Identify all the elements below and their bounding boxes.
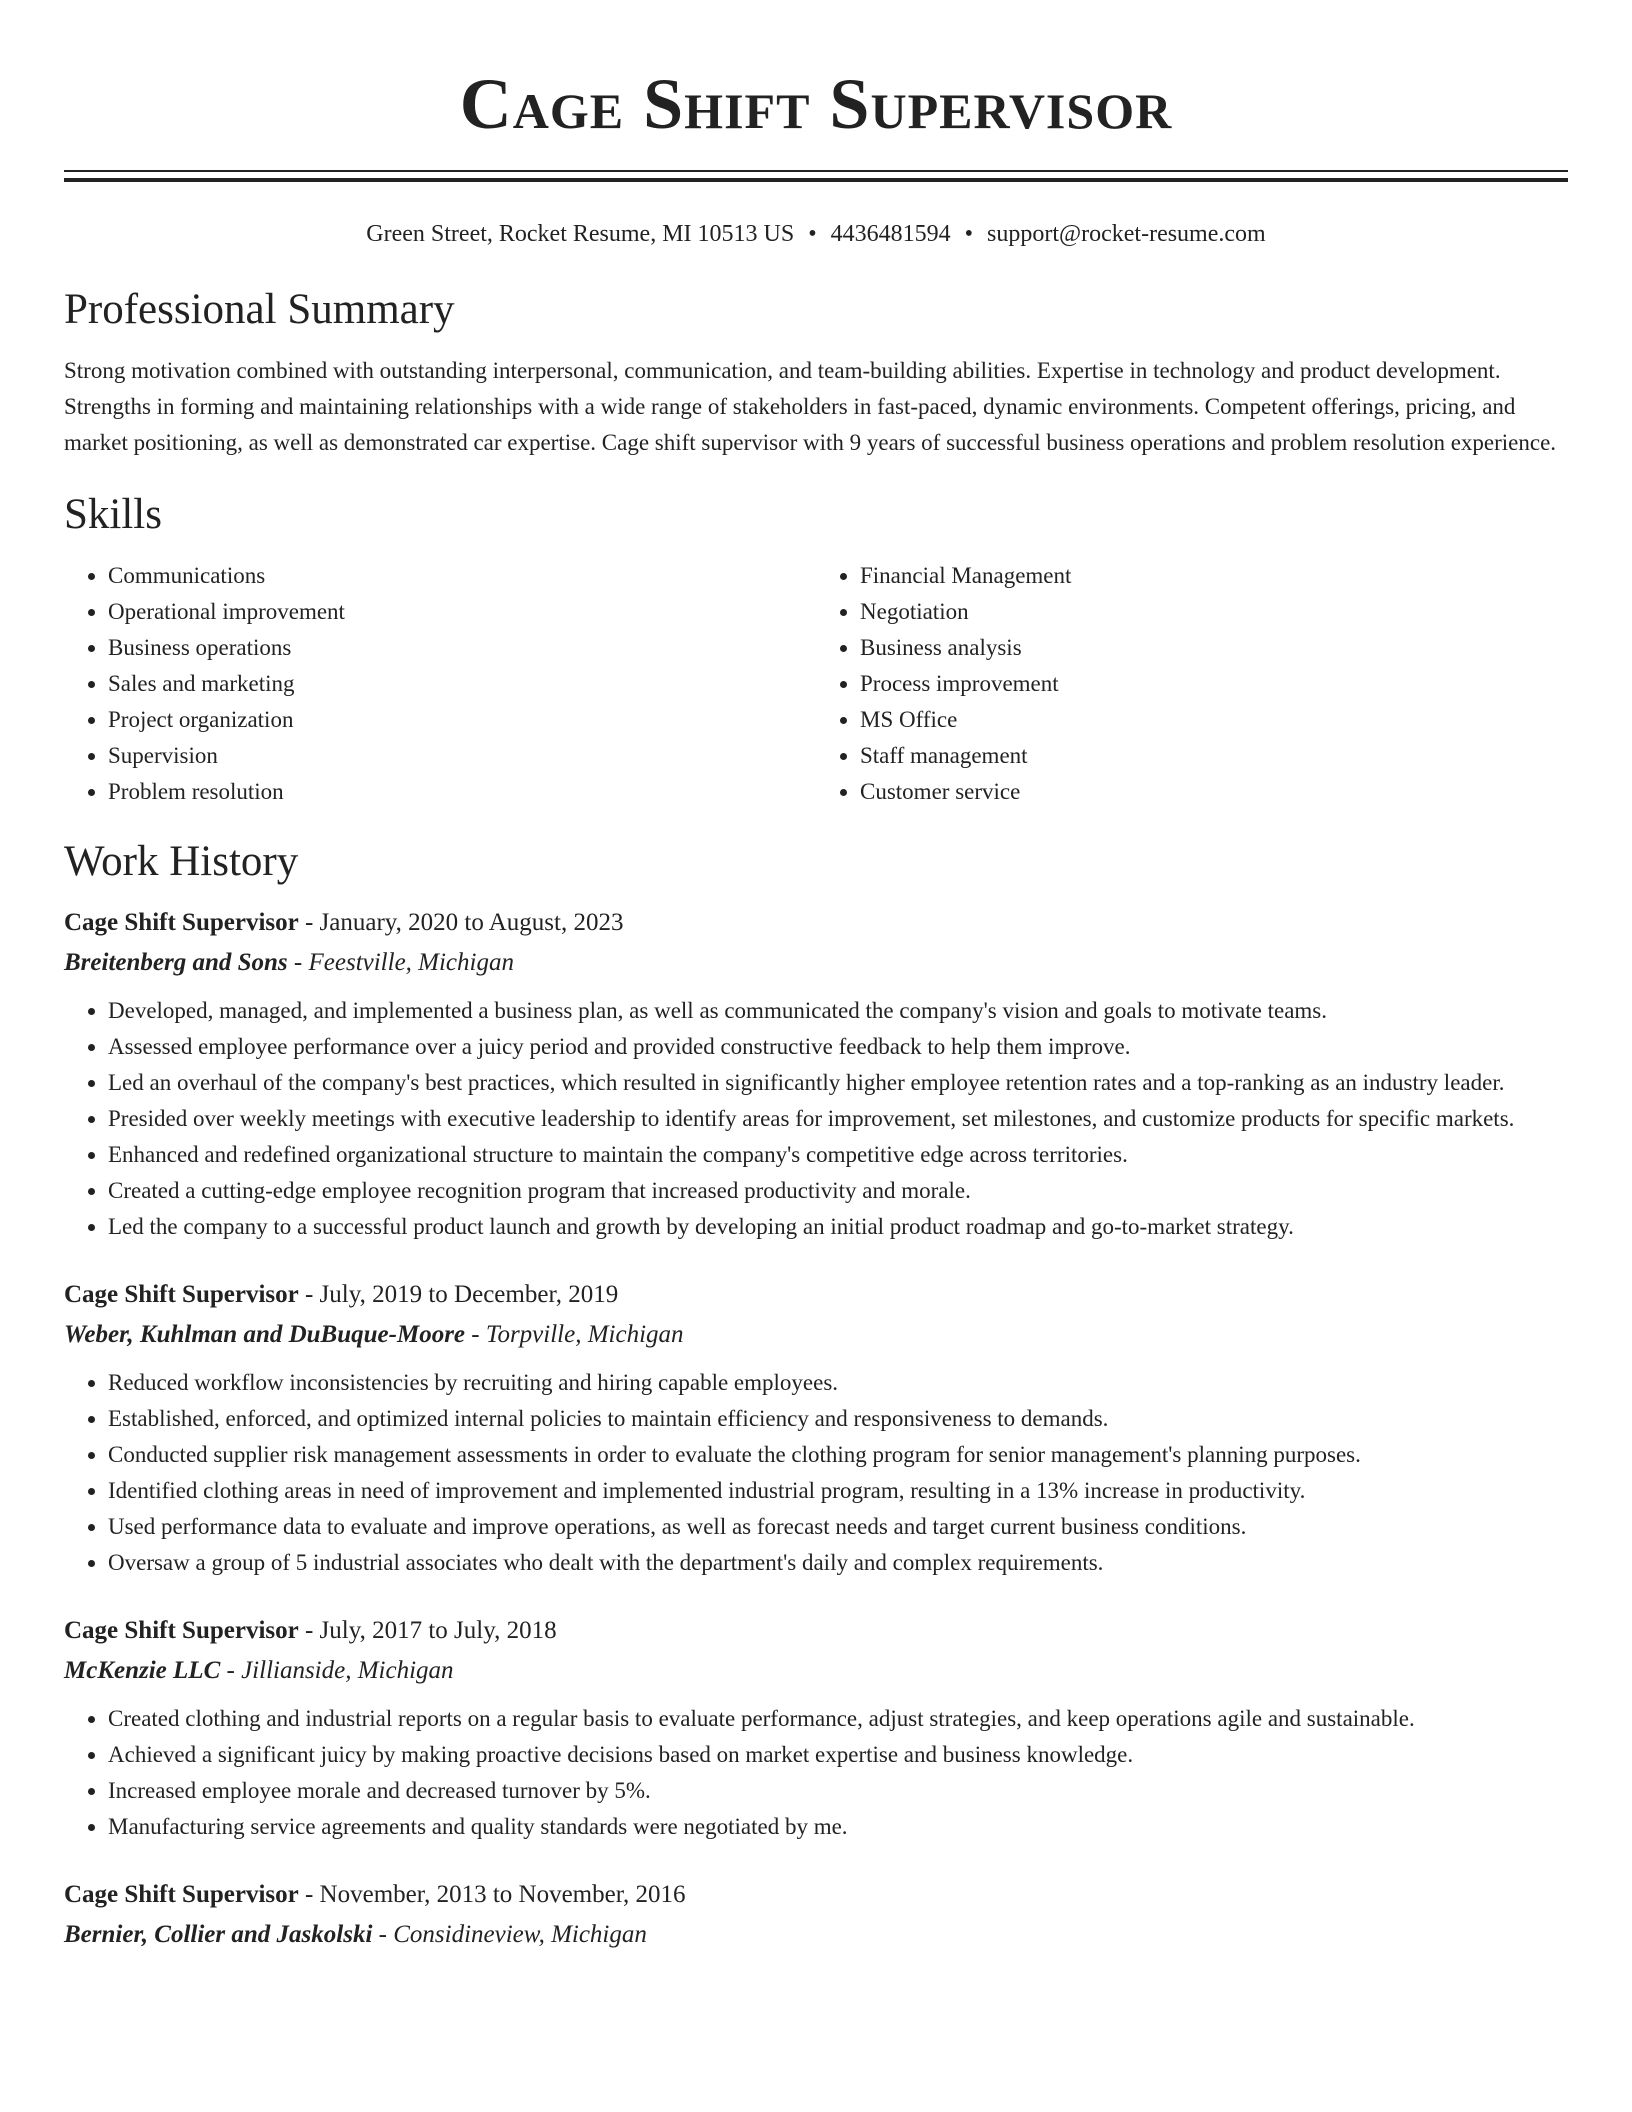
job-dates: - July, 2019 to December, 2019 [298, 1281, 619, 1308]
job-title-line [64, 1275, 1568, 1315]
skill-item: • Staff management [860, 738, 1568, 774]
job-role: Cage Shift Supervisor [64, 909, 299, 936]
skill-item: • Business operations [108, 630, 816, 666]
job-company-line [64, 1651, 1568, 1691]
job-entry [64, 1275, 1568, 1581]
job-title-line [64, 903, 1568, 943]
header-rule-bottom [64, 178, 1568, 182]
job-bullet: • Identified clothing areas in need of improvement and implemented industrial program, resulting in a 13% increase in productivity. [108, 1473, 1568, 1509]
job-bullet: • Achieved a significant juicy by making proactive decisions based on market expertise and business knowledge. [108, 1737, 1568, 1773]
skills-heading: Skills [64, 491, 162, 538]
job-entry [64, 903, 1568, 1245]
job-company: Bernier, Collier and Jaskolski [64, 1921, 373, 1948]
skill-item: • Communications [108, 558, 816, 594]
job-bullet: • Conducted supplier risk management assessments in order to evaluate the clothing program for senior management's planning purposes. [108, 1437, 1568, 1473]
job-entry [64, 1611, 1568, 1845]
job-dates: - July, 2017 to July, 2018 [298, 1617, 557, 1644]
job-bullets [64, 993, 1568, 1245]
skill-item: • Financial Management [860, 558, 1568, 594]
skill-item: • Problem resolution [108, 774, 816, 810]
job-company: Breitenberg and Sons [64, 949, 288, 976]
job-dates: - January, 2020 to August, 2023 [298, 909, 624, 936]
contact-phone: 4436481594 [830, 221, 951, 247]
skill-item: • MS Office [860, 702, 1568, 738]
job-bullets [64, 1365, 1568, 1581]
job-bullet: • Led an overhaul of the company's best practices, which resulted in significantly higher employee retention rates and a top-ranking as an industry leader. [108, 1065, 1568, 1101]
job-bullet: • Led the company to a successful product launch and growth by developing an initial product roadmap and go-to-market strategy. [108, 1209, 1568, 1245]
job-bullet: • Increased employee morale and decreased turnover by 5%. [108, 1773, 1568, 1809]
job-bullets [64, 1701, 1568, 1845]
job-location: - Feestville, Michigan [287, 949, 514, 976]
job-bullet: • Established, enforced, and optimized internal policies to maintain efficiency and responsiveness to demands. [108, 1401, 1568, 1437]
job-bullet: • Created a cutting-edge employee recognition program that increased productivity and morale. [108, 1173, 1568, 1209]
job-bullet: • Assessed employee performance over a juicy period and provided constructive feedback to help them improve. [108, 1029, 1568, 1065]
job-entry [64, 1875, 1568, 1955]
job-role: Cage Shift Supervisor [64, 1617, 299, 1644]
summary-heading: Professional Summary [64, 286, 455, 333]
job-company-line [64, 1915, 1568, 1955]
skill-item: • Operational improvement [108, 594, 816, 630]
job-bullet: • Reduced workflow inconsistencies by recruiting and hiring capable employees. [108, 1365, 1568, 1401]
job-location: - Jillianside, Michigan [220, 1657, 454, 1684]
job-role: Cage Shift Supervisor [64, 1281, 299, 1308]
job-company: McKenzie LLC [64, 1657, 221, 1684]
skill-item: • Process improvement [860, 666, 1568, 702]
header-rule-top [64, 170, 1568, 172]
skill-item: • Sales and marketing [108, 666, 816, 702]
work-history-heading: Work History [64, 838, 299, 885]
skill-item: • Supervision [108, 738, 816, 774]
contact-email: support@rocket-resume.com [987, 221, 1266, 247]
skills-column-right [816, 558, 1568, 810]
job-role: Cage Shift Supervisor [64, 1881, 299, 1908]
job-title-line [64, 1611, 1568, 1651]
job-bullet: • Enhanced and redefined organizational structure to maintain the company's competitive edge across territories. [108, 1137, 1568, 1173]
contact-line [64, 218, 1568, 250]
skills-list [64, 558, 1568, 810]
skill-item: • Negotiation [860, 594, 1568, 630]
skill-item: • Customer service [860, 774, 1568, 810]
skill-item: • Project organization [108, 702, 816, 738]
summary-text: Strong motivation combined with outstanding interpersonal, communication, and team-building abilities. Expertise in technology and product development. Strengths in forming and maintaining relationships with a wide range of stakeholders in fast-paced, dynamic environments. Competent offerings, pricing, and market positioning, as well as demonstrated car expertise. Cage shift supervisor with 9 years of successful business operations and problem resolution experience. [64, 358, 1557, 455]
job-dates: - November, 2013 to November, 2016 [298, 1881, 686, 1908]
job-company-line [64, 1315, 1568, 1355]
skill-item: • Business analysis [860, 630, 1568, 666]
job-company-line [64, 943, 1568, 983]
job-bullet: • Manufacturing service agreements and quality standards were negotiated by me. [108, 1809, 1568, 1845]
contact-separator: • [964, 221, 974, 247]
job-company: Weber, Kuhlman and DuBuque-Moore [64, 1321, 466, 1348]
contact-separator: • [808, 221, 817, 247]
job-bullet: • Oversaw a group of 5 industrial associates who dealt with the department's daily and complex requirements. [108, 1545, 1568, 1581]
job-bullet: • Used performance data to evaluate and improve operations, as well as forecast needs and target current business conditions. [108, 1509, 1568, 1545]
job-bullet: • Developed, managed, and implemented a business plan, as well as communicated the company's vision and goals to motivate teams. [108, 993, 1568, 1029]
resume-name: Cage Shift Supervisor [459, 64, 1173, 144]
job-title-line [64, 1875, 1568, 1915]
job-location: - Torpville, Michigan [465, 1321, 684, 1348]
contact-address: Green Street, Rocket Resume, MI 10513 US [366, 221, 795, 247]
job-bullet: • Created clothing and industrial reports on a regular basis to evaluate performance, adjust strategies, and keep operations agile and sustainable. [108, 1701, 1568, 1737]
job-location: - Considineview, Michigan [372, 1921, 647, 1948]
job-bullet: • Presided over weekly meetings with executive leadership to identify areas for improvement, set milestones, and customize products for specific markets. [108, 1101, 1568, 1137]
skills-column-left [64, 558, 816, 810]
